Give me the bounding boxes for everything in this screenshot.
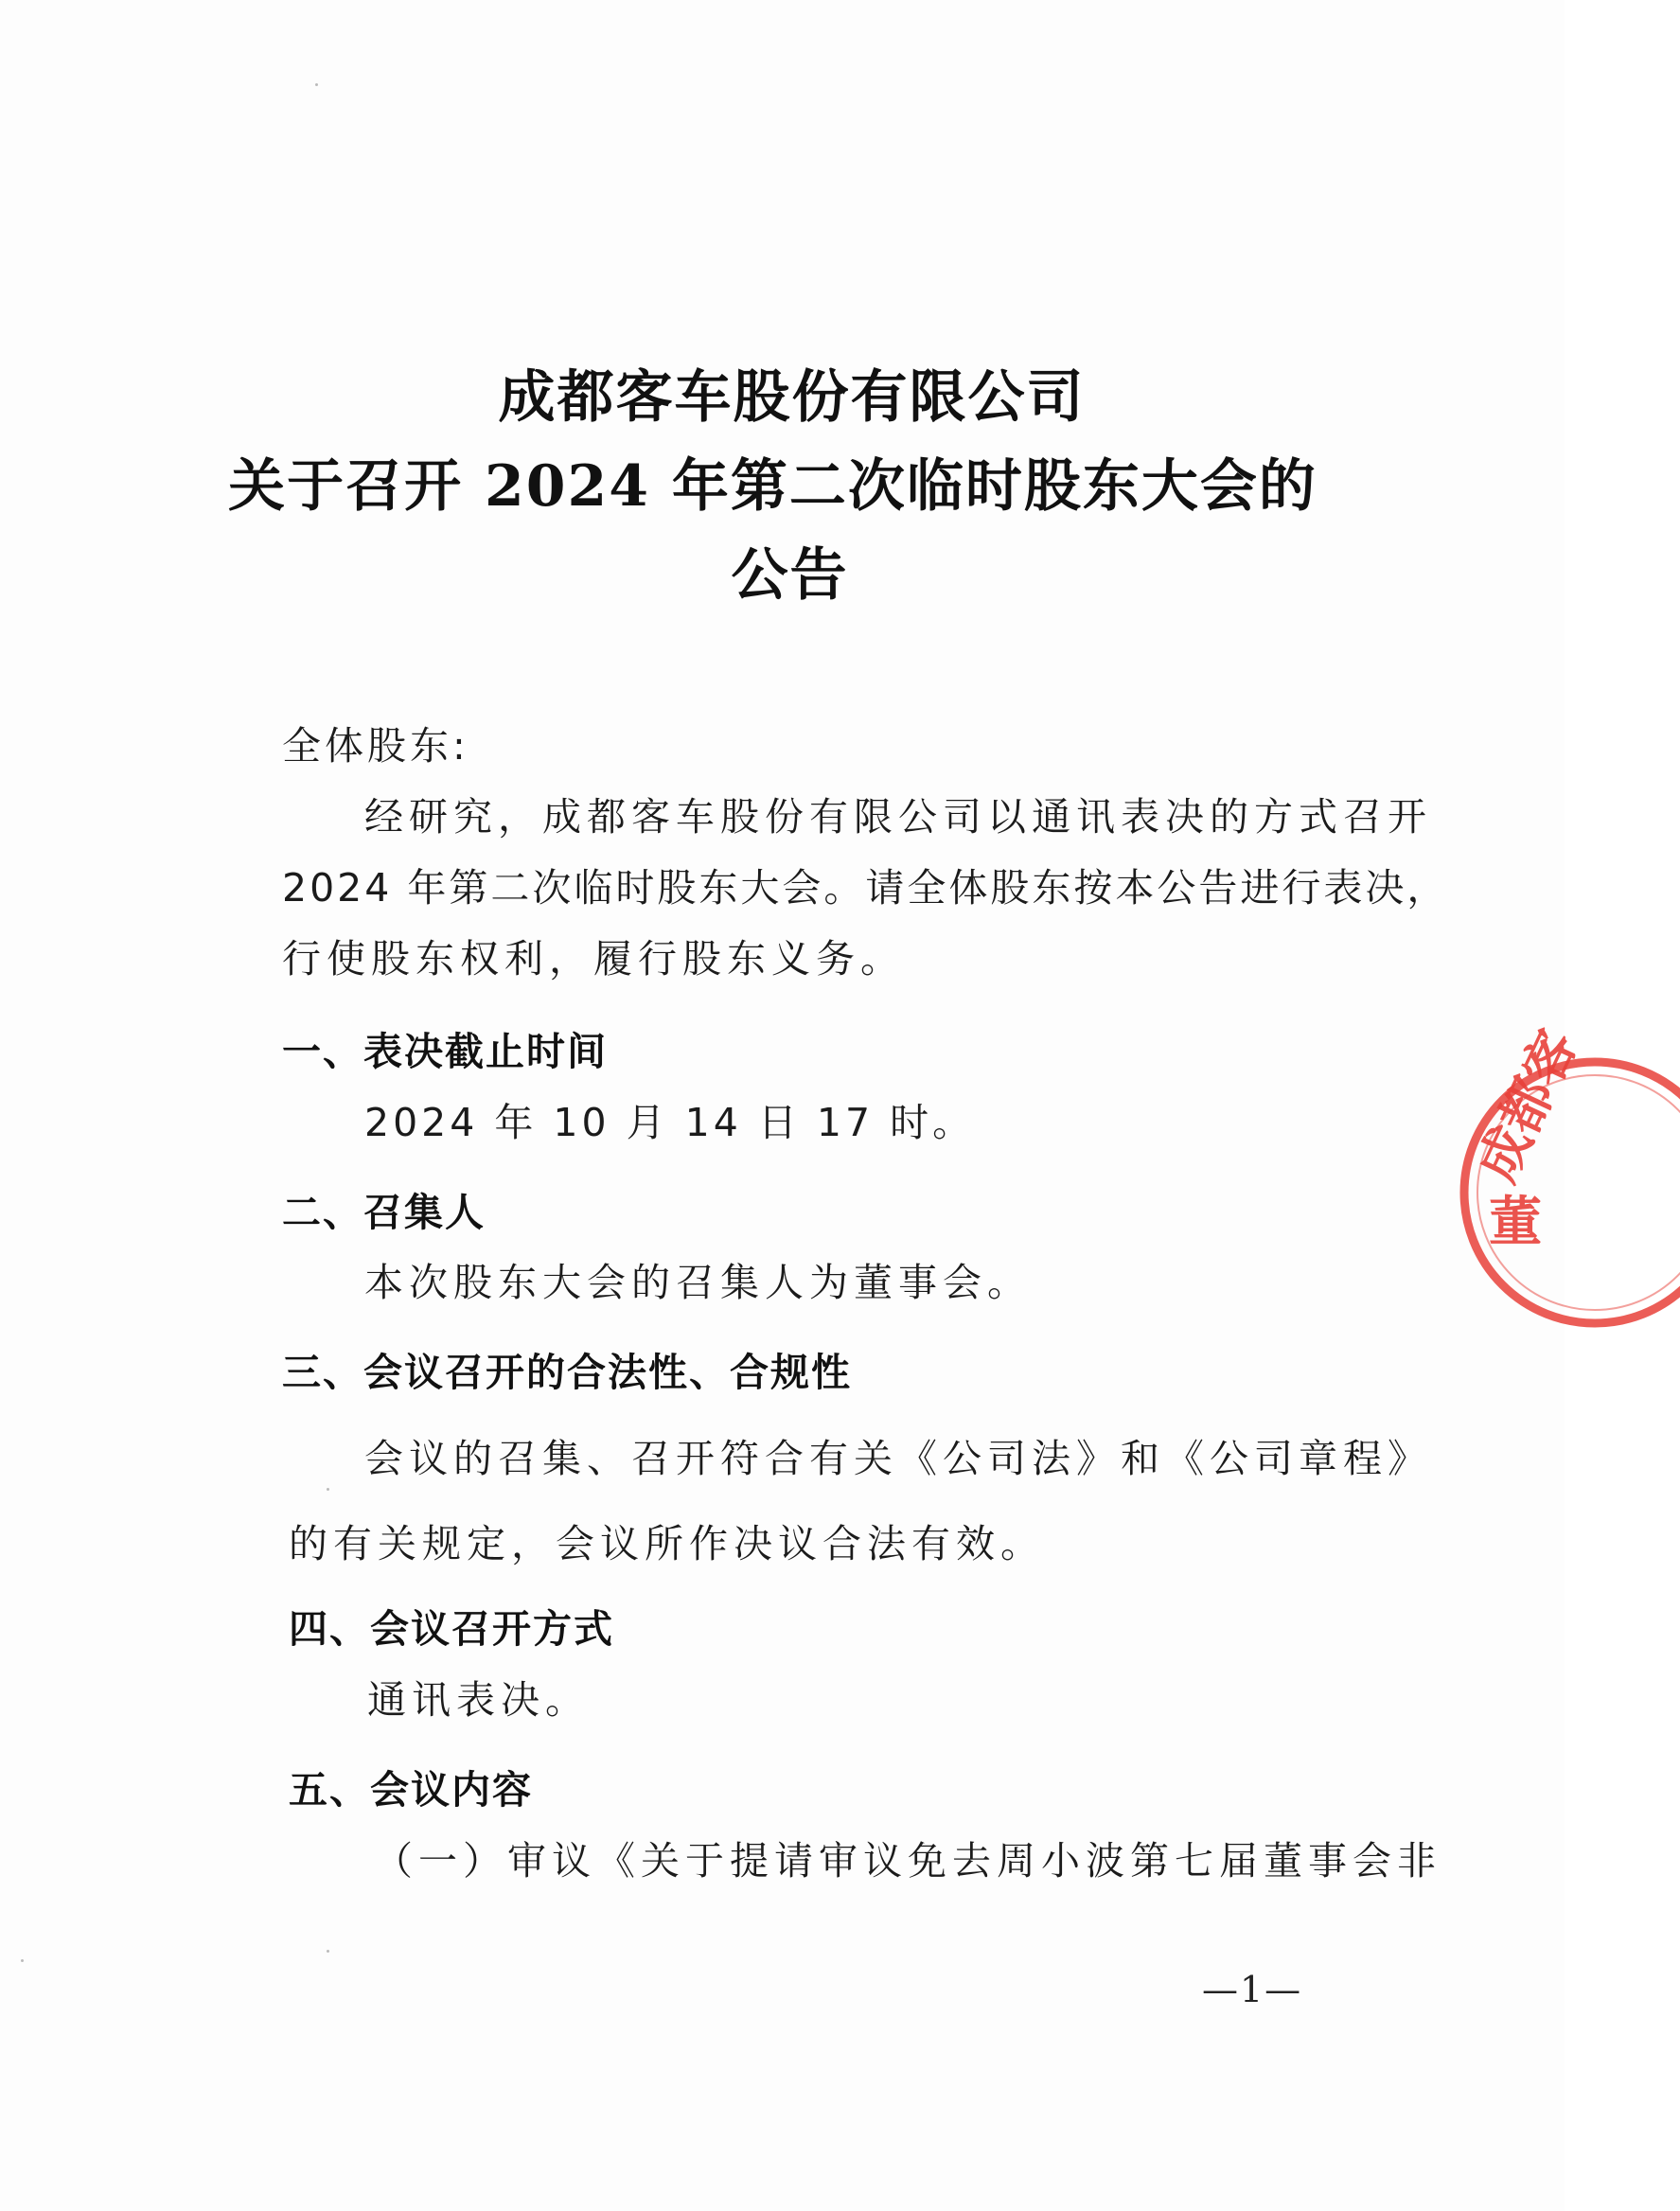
title-line-2: 关于召开 2024 年第二次临时股东大会的 bbox=[228, 453, 1317, 520]
section-5-body: （一）审议《关于提请审议免去周小波第七届董事会非 bbox=[374, 1838, 1441, 1884]
seal-text-top: 成都客 bbox=[1466, 1020, 1590, 1192]
scan-speck bbox=[327, 1488, 329, 1491]
section-2-body: 本次股东大会的召集人为董事会。 bbox=[364, 1260, 1032, 1305]
section-3-heading: 三、会议召开的合法性、合规性 bbox=[282, 1350, 852, 1395]
company-seal bbox=[1453, 1020, 1680, 1335]
scan-speck bbox=[21, 1959, 24, 1962]
section-5-heading: 五、会议内容 bbox=[289, 1767, 533, 1813]
seal-text-bottom: 董 bbox=[1489, 1192, 1542, 1253]
title-line-1: 成都客车股份有限公司 bbox=[498, 364, 1086, 431]
page-number: —1— bbox=[1202, 1969, 1303, 2010]
title-line-3: 公告 bbox=[731, 542, 849, 609]
section-4-heading: 四、会议召开方式 bbox=[289, 1606, 614, 1652]
scan-speck bbox=[327, 1950, 329, 1953]
section-1-heading: 一、表决截止时间 bbox=[282, 1029, 608, 1074]
section-4-body: 通讯表决。 bbox=[367, 1677, 590, 1723]
intro-line-2: 2024 年第二次临时股东大会。请全体股东按本公告进行表决， bbox=[282, 865, 1449, 911]
section-3-body-line-2: 的有关规定，会议所作决议合法有效。 bbox=[289, 1521, 1045, 1566]
scan-speck bbox=[315, 83, 318, 86]
section-3-body-line-1: 会议的召集、召开符合有关《公司法》和《公司章程》 bbox=[364, 1436, 1432, 1481]
section-2-heading: 二、召集人 bbox=[282, 1190, 486, 1235]
salutation: 全体股东: bbox=[282, 723, 469, 769]
intro-line-3: 行使股东权利，履行股东义务。 bbox=[282, 936, 905, 982]
section-1-body: 2024 年 10 月 14 日 17 时。 bbox=[364, 1100, 976, 1145]
intro-line-1: 经研究，成都客车股份有限公司以通讯表决的方式召开 bbox=[364, 794, 1432, 840]
